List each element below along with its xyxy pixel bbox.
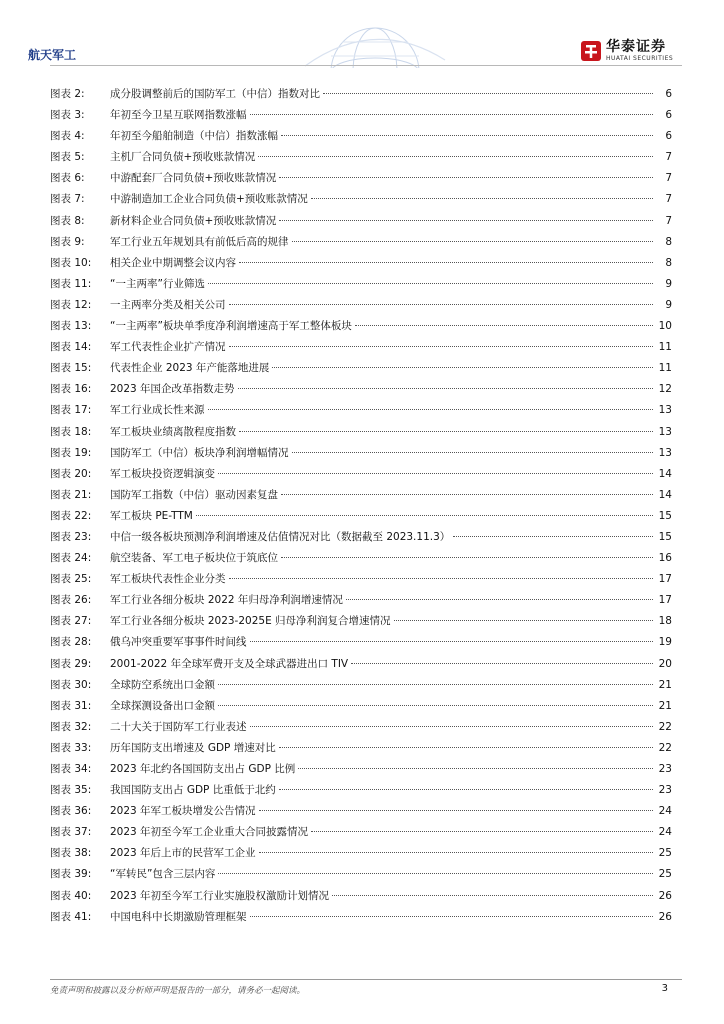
toc-entry-title: 2023 年军工板块增发公告情况 [110, 805, 256, 818]
toc-entry-page: 12 [658, 383, 672, 396]
toc-entry-label: 图表 28: [50, 636, 92, 649]
toc-dot-leader [281, 135, 653, 136]
toc-entry-title: 军工行业成长性来源 [110, 404, 205, 417]
toc-entry[interactable] [50, 677, 672, 698]
toc-entry[interactable] [50, 107, 672, 128]
page-number: 3 [661, 983, 668, 994]
toc-entry[interactable] [50, 318, 672, 339]
toc-entry-label: 图表 16: [50, 383, 92, 396]
toc-entry[interactable] [50, 466, 672, 487]
toc-entry-label: 图表 22: [50, 509, 92, 522]
toc-entry-label: 图表 29: [50, 657, 92, 670]
toc-entry[interactable] [50, 698, 672, 719]
toc-entry-page: 11 [658, 341, 672, 354]
toc-entry-label: 图表 21: [50, 488, 92, 501]
toc-dot-leader [250, 726, 654, 727]
toc-entry-page: 13 [658, 404, 672, 417]
toc-entry-title: 军工板块代表性企业分类 [110, 573, 226, 586]
toc-dot-leader [259, 852, 653, 853]
toc-entry-label: 图表 9: [50, 235, 85, 248]
toc-entry-page: 26 [658, 910, 672, 923]
toc-entry-page: 6 [665, 109, 672, 122]
toc-entry-label: 图表 27: [50, 615, 92, 628]
toc-entry-title: 新材料企业合同负债+预收账款情况 [110, 214, 277, 227]
toc-entry-title: 俄乌冲突重要军事事件时间线 [110, 636, 247, 649]
toc-entry[interactable] [50, 445, 672, 466]
toc-dot-leader [229, 346, 654, 347]
toc-entry[interactable] [50, 613, 672, 634]
logo-name-cn: 华泰证券 [606, 39, 666, 55]
brand-logo [580, 40, 673, 62]
toc-dot-leader [229, 304, 654, 305]
toc-entry-label: 图表 12: [50, 298, 92, 311]
toc-entry[interactable] [50, 656, 672, 677]
toc-entry-label: 图表 3: [50, 109, 85, 122]
toc-dot-leader [453, 536, 653, 537]
toc-entry-title: 全球防空系统出口金额 [110, 678, 215, 691]
toc-dot-leader [239, 262, 653, 263]
toc-entry-page: 15 [658, 509, 672, 522]
toc-entry-label: 图表 24: [50, 552, 92, 565]
toc-entry-title: 军工板块投资逻辑演变 [110, 467, 215, 480]
toc-entry-title: 我国国防支出占 GDP 比重低于北约 [110, 784, 276, 797]
toc-entry-title: 中游配套厂合同负债+预收账款情况 [110, 172, 277, 185]
toc-entry-page: 6 [665, 130, 672, 143]
toc-entry[interactable] [50, 571, 672, 592]
toc-dot-leader [208, 409, 654, 410]
toc-dot-leader [281, 494, 653, 495]
toc-entry-page: 23 [658, 784, 672, 797]
toc-dot-leader [250, 916, 654, 917]
toc-entry-label: 图表 41: [50, 910, 92, 923]
toc-entry-label: 图表 26: [50, 594, 92, 607]
toc-entry[interactable] [50, 170, 672, 191]
toc-entry-page: 24 [658, 805, 672, 818]
toc-entry-title: 主机厂合同负债+预收账款情况 [110, 151, 256, 164]
toc-entry[interactable] [50, 634, 672, 655]
toc-entry[interactable] [50, 128, 672, 149]
toc-entry-label: 图表 35: [50, 784, 92, 797]
toc-entry-label: 图表 11: [50, 277, 92, 290]
toc-entry-title: 军工板块业绩离散程度指数 [110, 425, 236, 438]
toc-dot-leader [323, 93, 653, 94]
toc-entry-title: 2023 年北约各国国防支出占 GDP 比例 [110, 763, 296, 775]
toc-entry-title: “一主两率”板块单季度净利润增速高于军工整体板块 [110, 320, 352, 333]
toc-entry-page: 9 [665, 298, 672, 311]
toc-entry-page: 22 [658, 720, 672, 733]
toc-dot-leader [218, 473, 653, 474]
toc-dot-leader [259, 810, 653, 811]
toc-entry-title: 军工行业各细分板块 2023-2025E 归母净利润复合增速情况 [110, 615, 391, 628]
toc-entry-page: 13 [658, 446, 672, 459]
toc-dot-leader [196, 515, 653, 516]
toc-entry-page: 7 [665, 172, 672, 185]
toc-entry-page: 24 [658, 826, 672, 839]
toc-entry[interactable] [50, 255, 672, 276]
toc-entry[interactable] [50, 487, 672, 508]
toc-entry-page: 7 [665, 151, 672, 164]
toc-entry-label: 图表 13: [50, 320, 92, 333]
toc-entry-title: 2023 年初至今军工企业重大合同披露情况 [110, 826, 309, 839]
toc-entry-page: 25 [658, 847, 672, 860]
toc-entry-label: 图表 32: [50, 720, 92, 733]
globe-decoration [300, 20, 450, 68]
toc-entry-label: 图表 33: [50, 741, 92, 754]
toc-entry-label: 图表 5: [50, 151, 85, 164]
toc-dot-leader [218, 873, 653, 874]
toc-entry[interactable] [50, 761, 672, 782]
toc-entry-label: 图表 30: [50, 678, 92, 691]
toc-entry-page: 11 [658, 362, 672, 375]
toc-entry-title: 2023 年后上市的民营军工企业 [110, 847, 256, 860]
toc-entry-label: 图表 23: [50, 530, 92, 543]
toc-dot-leader [218, 705, 653, 706]
toc-entry-page: 6 [665, 88, 672, 100]
toc-entry-label: 图表 6: [50, 172, 85, 185]
toc-dot-leader [218, 684, 653, 685]
toc-entry-title: 中游制造加工企业合同负债+预收账款情况 [110, 193, 308, 206]
toc-entry[interactable] [50, 803, 672, 824]
toc-entry-title: 国防军工（中信）板块净利润增幅情况 [110, 446, 289, 459]
toc-entry[interactable] [50, 740, 672, 761]
toc-entry-label: 图表 20: [50, 467, 92, 480]
toc-entry[interactable] [50, 297, 672, 318]
toc-entry-title: 军工行业各细分板块 2022 年归母净利润增速情况 [110, 594, 343, 607]
toc-dot-leader [281, 557, 653, 558]
toc-dot-leader [355, 325, 653, 326]
toc-entry-title: 一主两率分类及相关公司 [110, 298, 226, 311]
toc-entry-page: 20 [658, 657, 672, 670]
toc-entry[interactable] [50, 909, 672, 930]
toc-entry-page: 26 [658, 889, 672, 902]
footer-divider [50, 979, 682, 980]
toc-entry[interactable] [50, 550, 672, 571]
toc-entry-title: 国防军工指数（中信）驱动因素复盘 [110, 488, 278, 501]
toc-dot-leader [250, 641, 654, 642]
toc-entry[interactable] [50, 824, 672, 845]
toc-entry-label: 图表 37: [50, 826, 92, 839]
toc-dot-leader [332, 895, 653, 896]
toc-entry[interactable] [50, 424, 672, 445]
toc-entry[interactable] [50, 276, 672, 297]
toc-entry-label: 图表 14: [50, 341, 92, 354]
toc-entry-label: 图表 31: [50, 699, 92, 712]
toc-dot-leader [298, 768, 653, 769]
toc-dot-leader [238, 388, 653, 389]
toc-dot-leader [292, 241, 654, 242]
toc-dot-leader [279, 789, 653, 790]
toc-entry-label: 图表 2: [50, 88, 85, 100]
toc-entry[interactable] [50, 782, 672, 803]
toc-entry[interactable] [50, 529, 672, 550]
toc-entry-label: 图表 15: [50, 362, 92, 375]
footer-disclaimer: 免责声明和披露以及分析师声明是报告的一部分，请务必一起阅读。 [50, 986, 306, 996]
toc-entry-title: 军工板块 PE-TTM [110, 509, 193, 522]
toc-entry-page: 22 [658, 741, 672, 754]
toc-entry-page: 17 [658, 594, 672, 607]
toc-entry-page: 21 [658, 678, 672, 691]
toc-entry-page: 17 [658, 573, 672, 586]
toc-entry-page: 7 [665, 193, 672, 206]
toc-entry-page: 8 [665, 235, 672, 248]
toc-entry-title: 全球探测设备出口金额 [110, 699, 215, 712]
toc-entry-label: 图表 34: [50, 763, 92, 775]
toc-entry-title: 年初至今船舶制造（中信）指数涨幅 [110, 130, 278, 143]
toc-entry-title: 历年国防支出增速及 GDP 增速对比 [110, 741, 276, 754]
toc-dot-leader [239, 431, 653, 432]
toc-entry-page: 23 [658, 763, 672, 775]
toc-entry-page: 8 [665, 256, 672, 269]
toc-entry-title: 相关企业中期调整会议内容 [110, 256, 236, 269]
toc-entry-title: 2023 年初至今军工行业实施股权激励计划情况 [110, 889, 330, 902]
toc-dot-leader [351, 663, 653, 664]
toc-dot-leader [279, 220, 653, 221]
toc-entry-title: 中国电科中长期激励管理框架 [110, 910, 247, 923]
toc-entry-title: 年初至今卫星互联网指数涨幅 [110, 109, 247, 122]
toc-entry-label: 图表 40: [50, 889, 92, 902]
toc-dot-leader [272, 367, 653, 368]
table-of-figures [50, 86, 672, 930]
huatai-logo-icon [580, 40, 602, 62]
toc-entry-title: 2001-2022 年全球军费开支及全球武器进出口 TIV [110, 657, 349, 670]
toc-entry-page: 9 [665, 277, 672, 290]
toc-entry-page: 16 [658, 552, 672, 565]
toc-entry[interactable] [50, 86, 672, 107]
toc-entry[interactable] [50, 339, 672, 360]
toc-entry-title: 军工行业五年规划具有前低后高的规律 [110, 235, 289, 248]
toc-entry-title: 航空装备、军工电子板块位于筑底位 [110, 552, 278, 565]
toc-entry-title: 军工代表性企业扩产情况 [110, 341, 226, 354]
toc-entry-title: 二十大关于国防军工行业表述 [110, 720, 247, 733]
toc-entry-label: 图表 4: [50, 130, 85, 143]
toc-entry[interactable] [50, 191, 672, 212]
toc-entry-page: 10 [658, 320, 672, 333]
toc-dot-leader [311, 831, 653, 832]
header-section-title: 航天军工 [28, 48, 77, 62]
toc-entry[interactable] [50, 381, 672, 402]
toc-entry-label: 图表 39: [50, 868, 92, 881]
toc-entry-page: 14 [658, 488, 672, 501]
toc-entry[interactable] [50, 866, 672, 887]
toc-entry[interactable] [50, 508, 672, 529]
toc-dot-leader [229, 578, 654, 579]
toc-entry-page: 13 [658, 425, 672, 438]
toc-dot-leader [311, 198, 653, 199]
toc-entry-page: 21 [658, 699, 672, 712]
toc-entry-label: 图表 38: [50, 847, 92, 860]
toc-entry-page: 25 [658, 868, 672, 881]
toc-entry-page: 14 [658, 467, 672, 480]
toc-entry[interactable] [50, 360, 672, 381]
toc-dot-leader [258, 156, 653, 157]
toc-entry-label: 图表 19: [50, 446, 92, 459]
toc-entry-page: 15 [658, 530, 672, 543]
logo-name-en: HUATAI SECURITIES [606, 55, 674, 62]
toc-entry-title: 成分股调整前后的国防军工（中信）指数对比 [110, 88, 320, 100]
toc-entry[interactable] [50, 234, 672, 255]
toc-entry-label: 图表 8: [50, 214, 85, 227]
toc-entry[interactable] [50, 213, 672, 234]
toc-entry-title: “军转民”包含三层内容 [110, 868, 216, 881]
toc-dot-leader [292, 452, 654, 453]
toc-dot-leader [394, 620, 653, 621]
toc-entry[interactable] [50, 592, 672, 613]
toc-dot-leader [250, 114, 654, 115]
toc-entry-title: 代表性企业 2023 年产能落地进展 [110, 362, 270, 375]
toc-dot-leader [279, 177, 653, 178]
toc-entry-title: 2023 年国企改革指数走势 [110, 383, 235, 396]
toc-entry-label: 图表 25: [50, 573, 92, 586]
toc-entry-label: 图表 36: [50, 805, 92, 818]
toc-entry-page: 18 [658, 615, 672, 628]
toc-entry[interactable] [50, 149, 672, 170]
toc-entry-page: 19 [658, 636, 672, 649]
toc-entry[interactable] [50, 845, 672, 866]
toc-entry-label: 图表 18: [50, 425, 92, 438]
toc-entry[interactable] [50, 402, 672, 423]
toc-entry-title: 中信一级各板块预测净利润增速及估值情况对比（数据截至 2023.11.3） [110, 530, 451, 543]
toc-dot-leader [208, 283, 653, 284]
toc-entry-title: “一主两率”行业筛选 [110, 277, 205, 290]
toc-entry-label: 图表 10: [50, 256, 92, 269]
toc-entry-label: 图表 17: [50, 404, 92, 417]
toc-entry[interactable] [50, 888, 672, 909]
toc-entry[interactable] [50, 719, 672, 740]
toc-dot-leader [279, 747, 653, 748]
toc-entry-label: 图表 7: [50, 193, 85, 206]
toc-entry-page: 7 [665, 214, 672, 227]
header-divider [50, 65, 682, 66]
toc-dot-leader [346, 599, 653, 600]
